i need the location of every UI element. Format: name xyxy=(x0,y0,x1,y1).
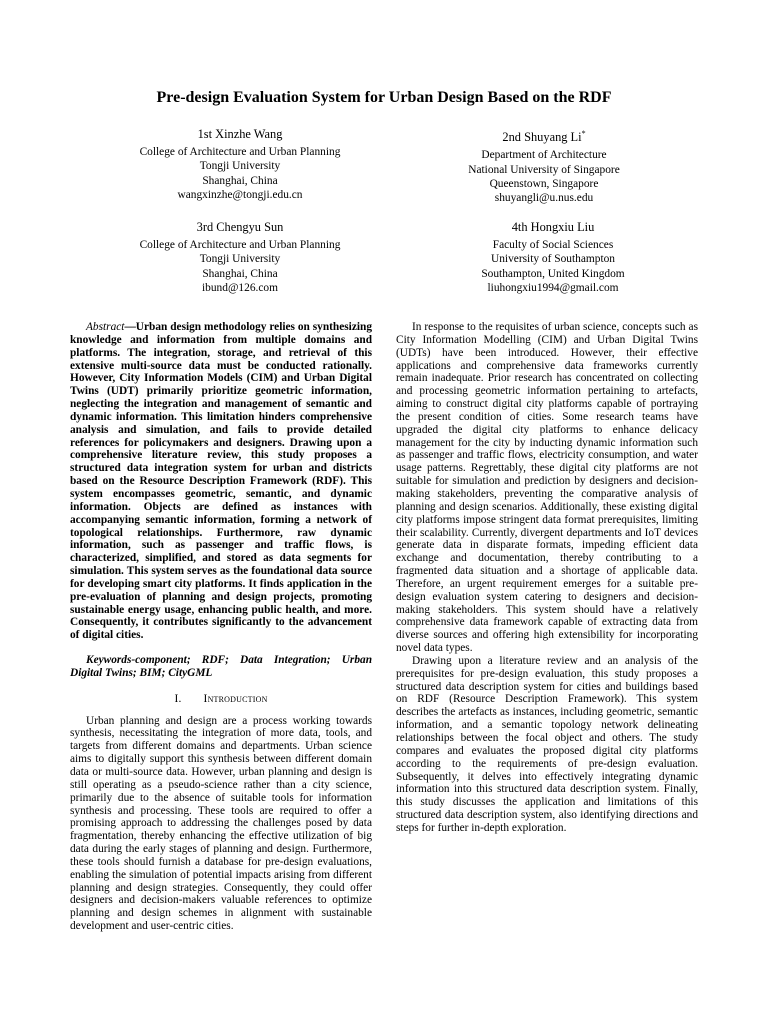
author-block-1 xyxy=(90,127,390,202)
author-name: 3rd Chengyu Sun xyxy=(196,220,284,234)
left-column xyxy=(70,321,372,933)
author-name: 1st Xinzhe Wang xyxy=(197,127,283,141)
corresponding-mark: * xyxy=(581,129,586,138)
abstract-label: Abstract xyxy=(86,321,125,333)
author-email: liuhongxiu1994@gmail.com xyxy=(487,281,619,294)
author-name: 4th Hongxiu Liu xyxy=(511,220,595,234)
right-column xyxy=(396,321,698,835)
author-affiliation: Faculty of Social Sciences xyxy=(492,239,614,252)
author-institution: National University of Singapore xyxy=(468,163,620,176)
author-affiliation: College of Architecture and Urban Planning xyxy=(139,146,341,159)
section-number: I. xyxy=(174,692,182,705)
author-block-3 xyxy=(65,220,415,295)
section-heading-introduction xyxy=(70,693,372,706)
author-institution: Tongji University xyxy=(199,160,281,173)
author-location: Shanghai, China xyxy=(202,267,278,280)
paper-title: Pre-design Evaluation System for Urban Design Based on the RDF xyxy=(156,89,612,106)
author-institution: Tongji University xyxy=(199,253,281,266)
author-location: Shanghai, China xyxy=(202,174,278,187)
introduction-body xyxy=(70,715,372,933)
author-email: shuyangli@u.nus.edu xyxy=(494,191,594,204)
author-affiliation: Department of Architecture xyxy=(481,149,607,162)
author-block-4 xyxy=(403,220,703,295)
abstract xyxy=(70,321,372,642)
abstract-dash: — xyxy=(124,321,136,333)
author-block-2 xyxy=(394,127,694,205)
author-institution: University of Southampton xyxy=(490,253,616,266)
paragraph-2: In response to the requisites of urban science, concepts such as City Information Modelling (CIM) and Urban Digital Twins (UDTs) have been introduced. However, their effective applications and comprehensive data frameworks currently remain inadequate. Prior research has concentrated on collecting and processing geometric information pertaining to artefacts, aiming to construct digital city platforms capable of portraying the present condition of cities. Some research teams have upgraded the digital city platforms to enhance delicacy management for the city by inducting dynamic information such as passenger and traffic flows, electricity consumption, and water usage patterns. Regrettably, these digital city platforms are not suitable for simulation and prediction by designers and decision-making stakeholders, preventing the comparative analysis of planning and design scenarios. Additionally, these existing digital city platforms impose stringent data format prerequisites, limiting their scalability. Currently, divergent departments and IoT devices generate data in disparate formats, impeding efficient data exchange and documentation, thereby contributing to a fragmented data situation and a shortage of applicable data. Therefore, an urgent requirement emerges for a suitable pre-design evaluation system catering to designers and decision-making stakeholders. This system should have a relatively comprehensive data framework capable of extracting data from diverse sources and offering high extensibility for incorporating novel data types. xyxy=(396,321,698,655)
keywords: Keywords-component; RDF; Data Integration; Urban Digital Twins; BIM; CityGML xyxy=(70,654,372,679)
author-email: wangxinzhe@tongji.edu.cn xyxy=(177,188,303,201)
section-title: Introduction xyxy=(203,692,268,705)
author-location: Southampton, United Kingdom xyxy=(481,267,625,280)
paragraph-1: Urban planning and design are a process working towards synthesis, necessitating the integration of more data, tools, and targets from different domains and departments. Urban science aims to digitally support this synthesis between different domain data or multi-source data. However, urban planning and design is still operating as a pseudo-science rather than a city science, primarily due to the absence of suitable tools for information synthesis and processing. These tools are required to offer a promising approach to addressing the challenges posed by data fragmentation, thereby enhancing the effective utilization of big data during the early stages of planning and design. Furthermore, these tools should furnish a database for pre-design evaluations, enabling the simulation of potential impacts arising from different planning and design strategies. Consequently, they could offer designers and decision-makers valuable references to optimize planning and design schemes in alignment with sustainable development and user-centric cities. xyxy=(70,714,372,933)
author-name: 2nd Shuyang Li* xyxy=(502,129,586,145)
abstract-text: Urban design methodology relies on synthesizing knowledge and information from multiple domains and platforms. The integration, storage, and retrieval of this extensive multi-source data must be conducted rationally. However, City Information Models (CIM) and Urban Digital Twins (UDT) primarily prioritize geometric information, neglecting the integration and management of semantic and dynamic information. This limitation hinders comprehensive analysis and simulation, and fails to provide detailed references for policymakers and designers. Drawing upon a comprehensive literature review, this study proposes a structured data integration system for urban and districts based on the Resource Description Framework (RDF). This system encompasses geometric, semantic, and dynamic information. Objects are defined as instances with accompanying semantic information, forming a network of topological relationships. Furthermore, raw dynamic information, such as passenger and traffic flows, is characterized, simplified, and stored as data segments for simulation. This system serves as the foundational data source for developing smart city platforms. It finds application in the pre-evaluation of planning and design projects, promoting sustainable energy usage, enhancing public health, and more. Consequently, it contributes significantly to the advancement of digital cities. xyxy=(70,321,372,642)
author-location: Queenstown, Singapore xyxy=(489,177,599,190)
author-affiliation: College of Architecture and Urban Planning xyxy=(139,239,341,252)
author-email: ibund@126.com xyxy=(202,281,278,294)
paragraph-3: Drawing upon a literature review and an analysis of the prerequisites for pre-design evaluation, this study proposes a structured data description system for cities and buildings based on RDF (Resource Description Framework). This system describes the artefacts as instances, including geometric, semantic information, and a semantic topology network delineating relationships between the focal object and others. The study compares and evaluates the proposed digital city platforms according to the requirements of pre-design evaluation. Subsequently, it delves into effectively integrating dynamic information into this structured data description system. Finally, this study discusses the application and limitations of this structured data description system, also identifying directions and steps for further in-depth exploration. xyxy=(396,654,698,834)
